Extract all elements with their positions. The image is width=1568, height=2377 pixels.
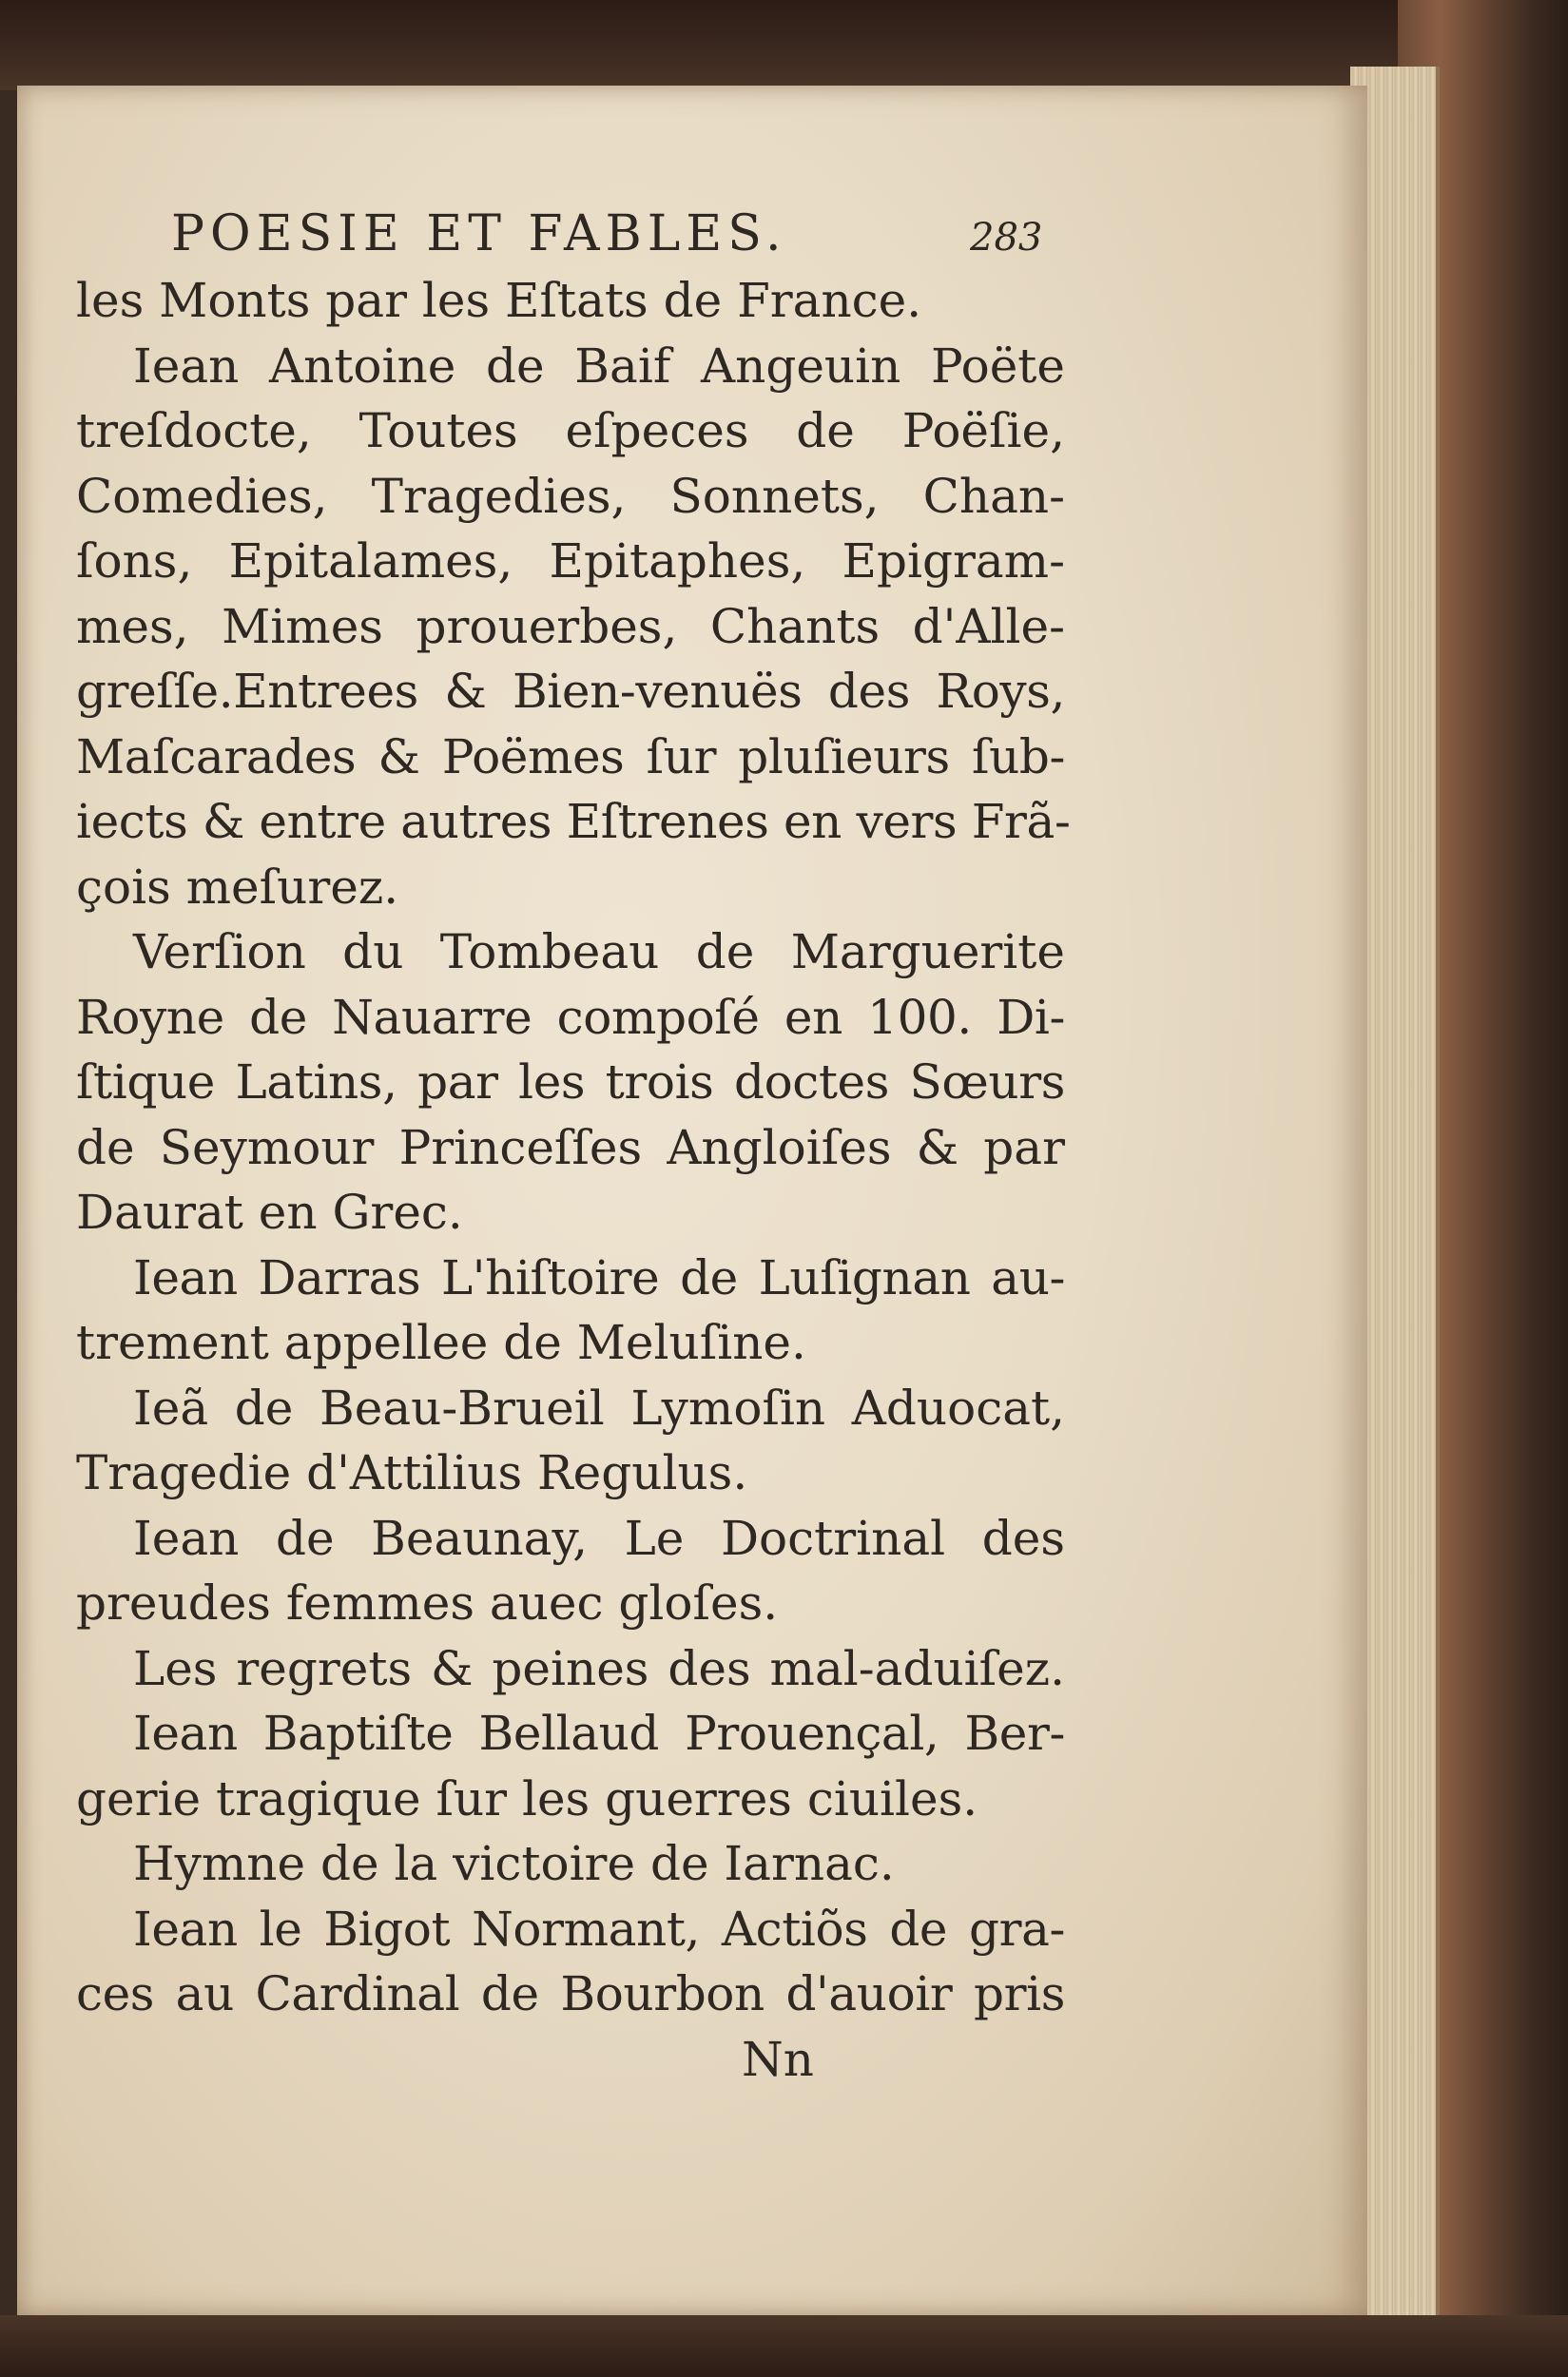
text-line: Ieã de Beau-Brueil Lymoſin Aduocat, [133, 1380, 1065, 1436]
text-line: trement appellee de Meluſine. [76, 1315, 806, 1370]
text-line: iects & entre autres Eſtrenes en vers Frã- [76, 794, 1071, 849]
text-line: Iean de Beaunay, Le Doctrinal des [133, 1510, 1065, 1566]
page-number: 283 [970, 216, 1043, 260]
text-line: Comedies, Tragedies, Sonnets, Chan- [76, 468, 1065, 524]
running-head [76, 200, 1065, 268]
text-line: Iean le Bigot Normant, Actiõs de gra- [133, 1901, 1065, 1957]
book-cover-top-edge [0, 0, 1568, 90]
signature-mark: Nn [742, 2031, 814, 2087]
running-head-title: POESIE ET FABLES. [171, 205, 787, 262]
text-line: greſſe.Entrees & Bien-venuës des Roys, [76, 664, 1065, 719]
book-cover-bottom-edge [0, 2315, 1568, 2377]
text-line: ſons, Epitalames, Epitaphes, Epigram- [76, 533, 1065, 589]
text-line: Royne de Nauarre compoſé en 100. Di- [76, 989, 1065, 1045]
text-line: mes, Mimes prouerbes, Chants d'Alle- [76, 598, 1065, 654]
text-line: preudes femmes auec gloſes. [76, 1575, 779, 1631]
page-text [76, 200, 1071, 2092]
text-line: Iean Antoine de Baif Angeuin Poëte [133, 338, 1065, 394]
text-line: Tragedie d'Attilius Regulus. [76, 1445, 748, 1500]
text-line: Hymne de la victoire de Iarnac. [133, 1836, 895, 1891]
text-line: Verſion du Tombeau de Marguerite [133, 924, 1065, 979]
text-line: çois meſurez. [76, 859, 399, 915]
text-line: ſtique Latins, par les trois doctes Sœurs [76, 1054, 1065, 1110]
text-line: Maſcarades & Poëmes ſur pluſieurs ſub- [76, 728, 1065, 784]
text-line: ces au Cardinal de Bourbon d'auoir pris [76, 1966, 1065, 2021]
text-line: Iean Darras L'hiſtoire de Luſignan au- [133, 1249, 1065, 1305]
text-line: de Seymour Princeſſes Angloiſes & par [76, 1119, 1065, 1175]
text-line: Les regrets & peines des mal-aduiſez. [133, 1640, 1065, 1696]
text-line: les Monts par les Eſtats de France. [76, 273, 922, 328]
text-line: treſdocte, Toutes eſpeces de Poëſie, [76, 403, 1065, 458]
text-line: Daurat en Grec. [76, 1185, 463, 1240]
text-line: Iean Baptiſte Bellaud Prouençal, Ber- [133, 1706, 1065, 1761]
text-line: gerie tragique ſur les guerres ciuiles. [76, 1770, 978, 1826]
